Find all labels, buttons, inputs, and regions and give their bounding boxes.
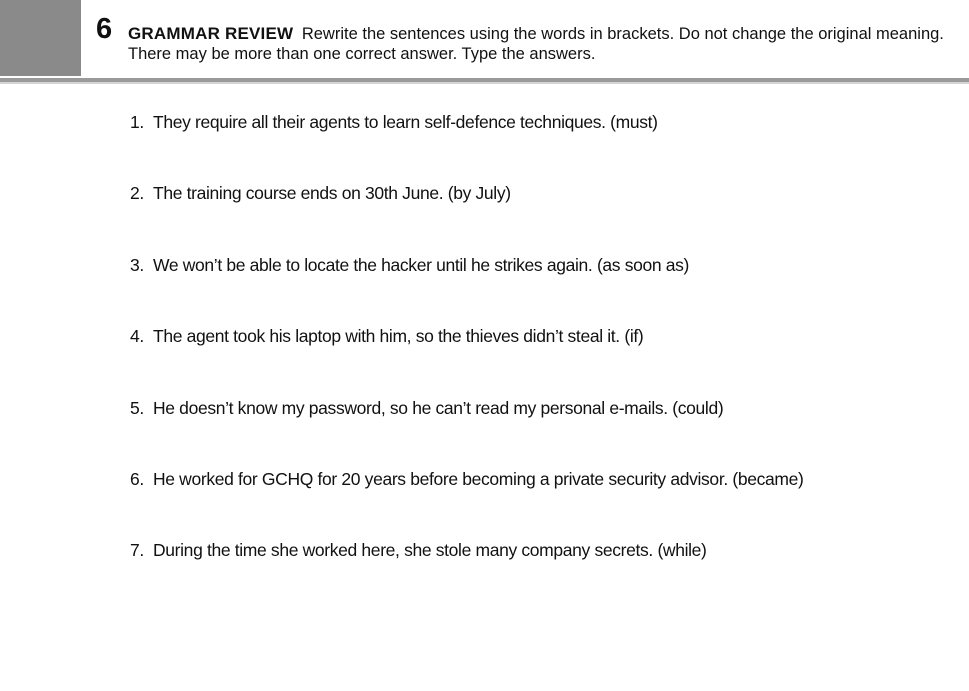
list-item	[130, 181, 930, 252]
item-number: 7.	[130, 540, 144, 561]
item-text: They require all their agents to learn self-defence techniques. (must)	[153, 112, 658, 132]
exercise-instructions	[128, 24, 948, 64]
header-divider-shadow	[0, 82, 969, 84]
item-text: The agent took his laptop with him, so the thieves didn’t steal it. (if)	[153, 326, 644, 347]
item-text: The training course ends on 30th June. (by July)	[153, 183, 511, 204]
instructions-text: Rewrite the sentences using the words in brackets. Do not change the original meaning. There may be more than one correct answer. Type the answers.	[128, 25, 944, 63]
list-item	[130, 538, 930, 609]
item-text: He doesn’t know my password, so he can’t read my personal e-mails. (could)	[153, 397, 724, 418]
item-number: 2.	[130, 183, 144, 204]
item-number: 3.	[130, 254, 144, 275]
exercise-header	[0, 0, 969, 80]
item-text: We won’t be able to locate the hacker until he strikes again. (as soon as)	[153, 254, 690, 275]
item-number: 6.	[130, 468, 144, 489]
exercise-number: 6	[96, 13, 113, 45]
list-item	[130, 324, 930, 395]
header-color-block	[0, 0, 81, 76]
item-text: During the time she worked here, she stole many company secrets. (while)	[153, 540, 707, 561]
item-number: 4.	[130, 326, 144, 347]
sentence-list	[130, 110, 930, 610]
list-item	[130, 467, 930, 538]
list-item	[130, 110, 930, 181]
list-item	[130, 253, 930, 324]
item-text: He worked for GCHQ for 20 years before becoming a private security advisor. (became)	[153, 468, 804, 489]
list-item	[130, 396, 930, 467]
item-number: 1.	[130, 112, 144, 132]
item-number: 5.	[130, 397, 144, 418]
exercise-heading: GRAMMAR REVIEW	[128, 24, 294, 43]
